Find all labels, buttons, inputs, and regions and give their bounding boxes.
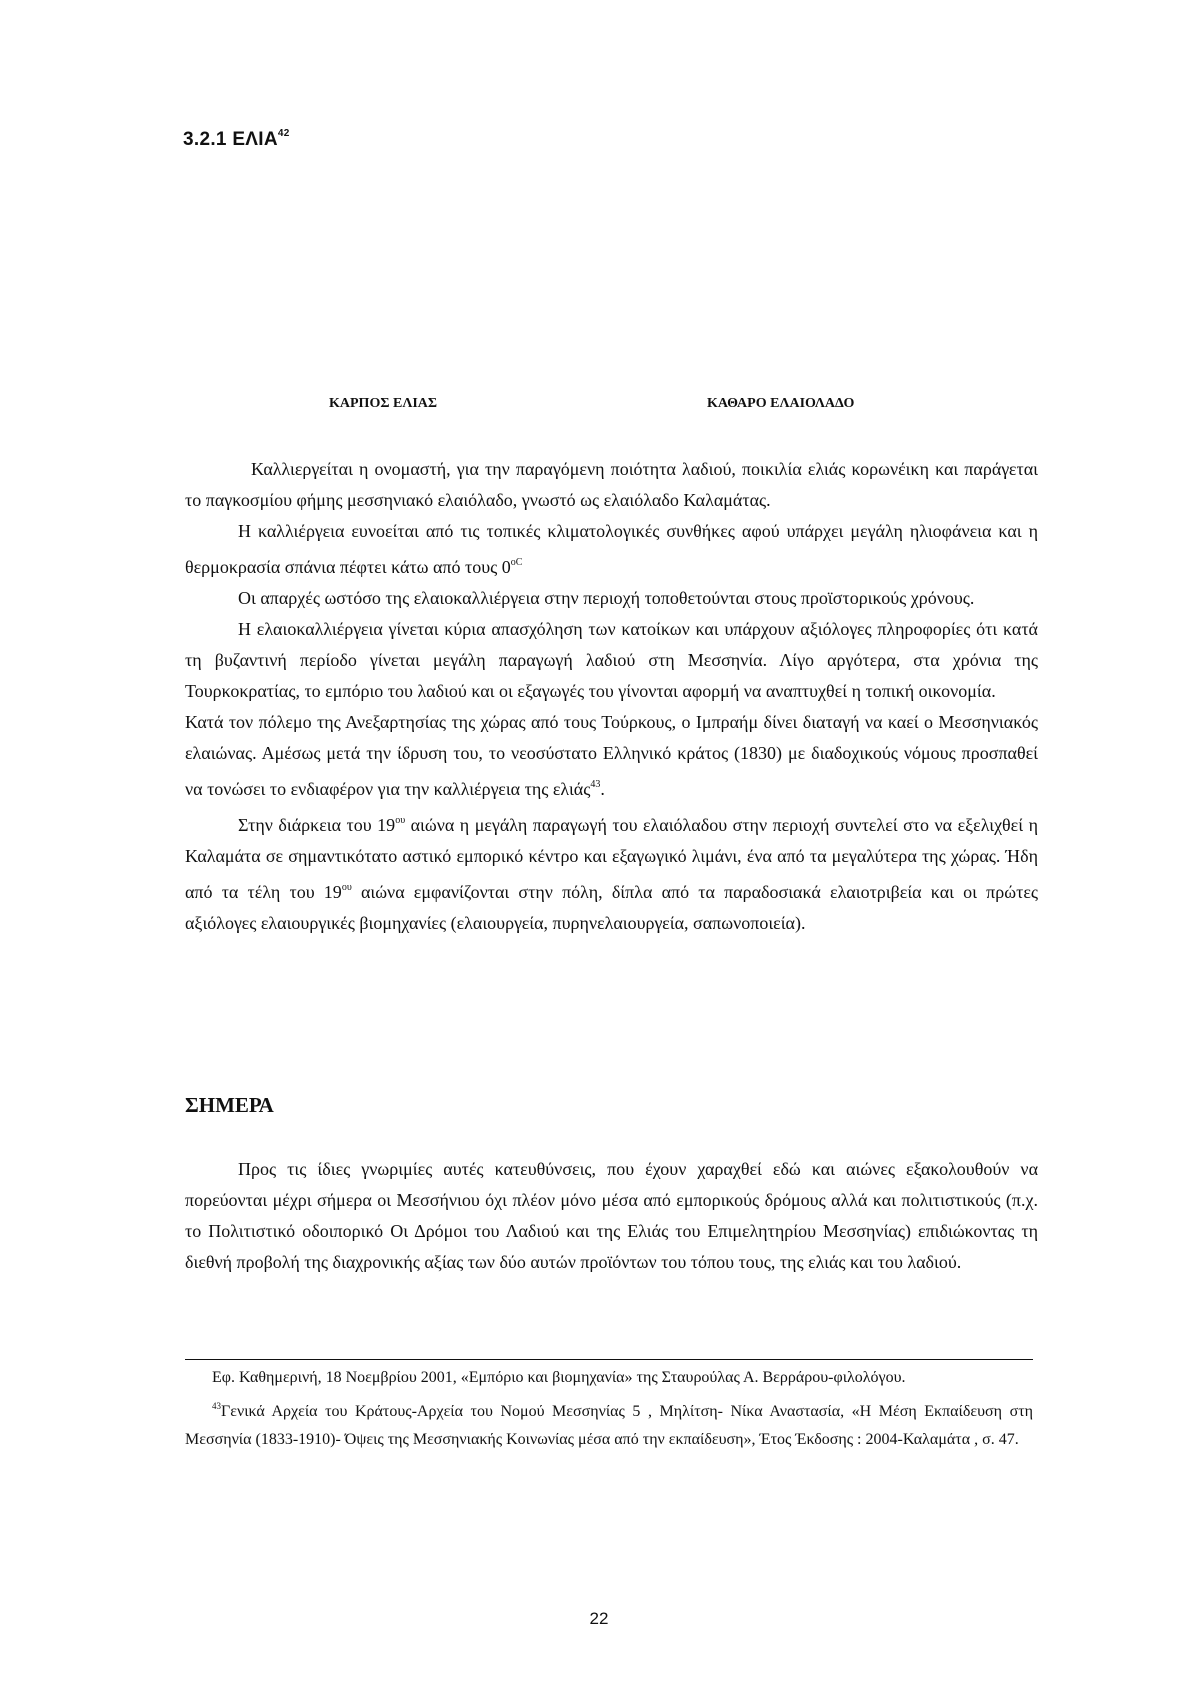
footnote-divider (185, 1359, 1033, 1360)
footnote-ref-42: 42 (277, 128, 290, 139)
footnotes (185, 1364, 1033, 1454)
section-heading (183, 128, 290, 151)
caption-olive-fruit: ΚΑΡΠΟΣ ΕΛΙΑΣ (329, 396, 438, 411)
footnote-43-marker: 43 (212, 1401, 221, 1411)
footnote-ref-43: 43 (590, 779, 601, 790)
subsection-text (185, 1154, 1038, 1278)
section-heading-text: 3.2.1 ΕΛΙΑ (183, 129, 278, 150)
caption-olive-oil: ΚΑΘΑΡΟ ΕΛΑΙΟΛΑΔΟ (707, 396, 855, 411)
body-text (185, 454, 1038, 939)
paragraph-2-text: Η καλλιέργεια ευνοείται από τις τοπικές κλιματολογικές συνθήκες αφού υπάρχει μεγάλη ηλιοφάνεια και η θερμοκρασία σπάνια πέφτει κάτω από τους 0 (185, 521, 1038, 577)
paragraph-4: Η ελαιοκαλλιέργεια γίνεται κύρια απασχόληση των κατοίκων και υπάρχουν αξιόλογες πληροφορίες ότι κατά τη βυζαντινή περίοδο γίνεται μεγάλη παραγωγή λαδιού στη Μεσσηνία. Λίγο αργότερα, στα χρόνια της Τουρκοκρατίας, το εμπόριο του λαδιού και οι εξαγωγές του γίνονται αφορμή να αναπτυχθεί η τοπική οικονομία. (185, 619, 1038, 701)
paragraph-5 (185, 707, 1038, 805)
paragraph-6-part-c: αιώνα εμφανίζονται στην πόλη, δίπλα από τα παραδοσιακά ελαιοτριβεία και οι πρώτες αξιόλογες ελαιουργικές βιομηχανίες (ελαιουργεία, πυρηνελαιουργεία, σαπωνοποιεία). (185, 882, 1039, 933)
subsection-title: ΣΗΜΕΡΑ (185, 1093, 274, 1117)
paragraph-2 (185, 516, 1038, 583)
paragraph-6-part-b: αιώνα η μεγάλη παραγωγή του ελαιόλαδου στην περιοχή συντελεί στο να εξελιχθεί η Καλαμάτα σε σημαντικότατο αστικό εμπορικό κέντρο και εξαγωγικό λιμάνι, ένα από τα μεγαλύτερα της χώρας. Ήδη από τα τέλη του 19 (185, 815, 1038, 902)
century-suffix-1: ου (395, 815, 406, 826)
paragraph-6-part-a: Στην διάρκεια του 19 (238, 815, 396, 835)
footnote-42: Εφ. Καθημερινή, 18 Νοεμβρίου 2001, «Εμπόριο και βιομηχανία» της Σταυρούλας Α. Βερράρου-φιλολόγου. (212, 1369, 906, 1386)
century-suffix-2: ου (341, 882, 352, 893)
temperature-unit: oC (510, 557, 523, 568)
footnote-43-text: Γενικά Αρχεία του Κράτους-Αρχεία του Νομού Μεσσηνίας 5 , Μηλίτση- Νίκα Αναστασία, «Η Μέση Εκπαίδευση στη Μεσσηνία (1833-1910)- Όψεις της Μεσσηνιακής Κοινωνίας μέσα από την εκπαίδευση», Έτος Έκδοσης : 2004-Καλαμάτα , σ. 47. (185, 1403, 1033, 1448)
paragraph-5-end: . (600, 779, 605, 799)
page-number: 22 (589, 1609, 609, 1628)
footnote-43 (185, 1392, 1033, 1454)
paragraph-1: Καλλιεργείται η ονομαστή, για την παραγόμενη ποιότητα λαδιού, ποικιλία ελιάς κορωνέικη και παράγεται το παγκοσμίου φήμης μεσσηνιακό ελαιόλαδο, γνωστό ως ελαιόλαδο Καλαμάτας. (185, 459, 1038, 510)
paragraph-3: Οι απαρχές ωστόσο της ελαιοκαλλιέργεια στην περιοχή τοποθετούνται στους προϊστορικούς χρόνους. (238, 588, 975, 608)
subsection-paragraph: Προς τις ίδιες γνωριμίες αυτές κατευθύνσεις, που έχουν χαραχθεί εδώ και αιώνες εξακολουθούν να πορεύονται μέχρι σήμερα οι Μεσσήνιου όχι πλέον μόνο μέσα από εμπορικούς δρόμους αλλά και πολιτιστικούς (π.χ. το Πολιτιστικό οδοιπορικό Οι Δρόμοι του Λαδιού και της Ελιάς του Επιμελητηρίου Μεσσηνίας) επιδιώκοντας τη διεθνή προβολή της διαχρονικής αξίας των δύο αυτών προϊόντων του τόπου τους, της ελιάς και του λαδιού. (185, 1159, 1038, 1272)
paragraph-6 (185, 805, 1038, 939)
paragraph-5-text: Κατά τον πόλεμο της Ανεξαρτησίας της χώρας από τους Τούρκους, ο Ιμπραήμ δίνει διαταγή να καεί ο Μεσσηνιακός ελαιώνας. Αμέσως μετά την ίδρυση του, το νεοσύστατο Ελληνικό κράτος (1830) με διαδοχικούς νόμους προσπαθεί να τονώσει το ενδιαφέρον για την καλλιέργεια της ελιάς (185, 712, 1038, 799)
